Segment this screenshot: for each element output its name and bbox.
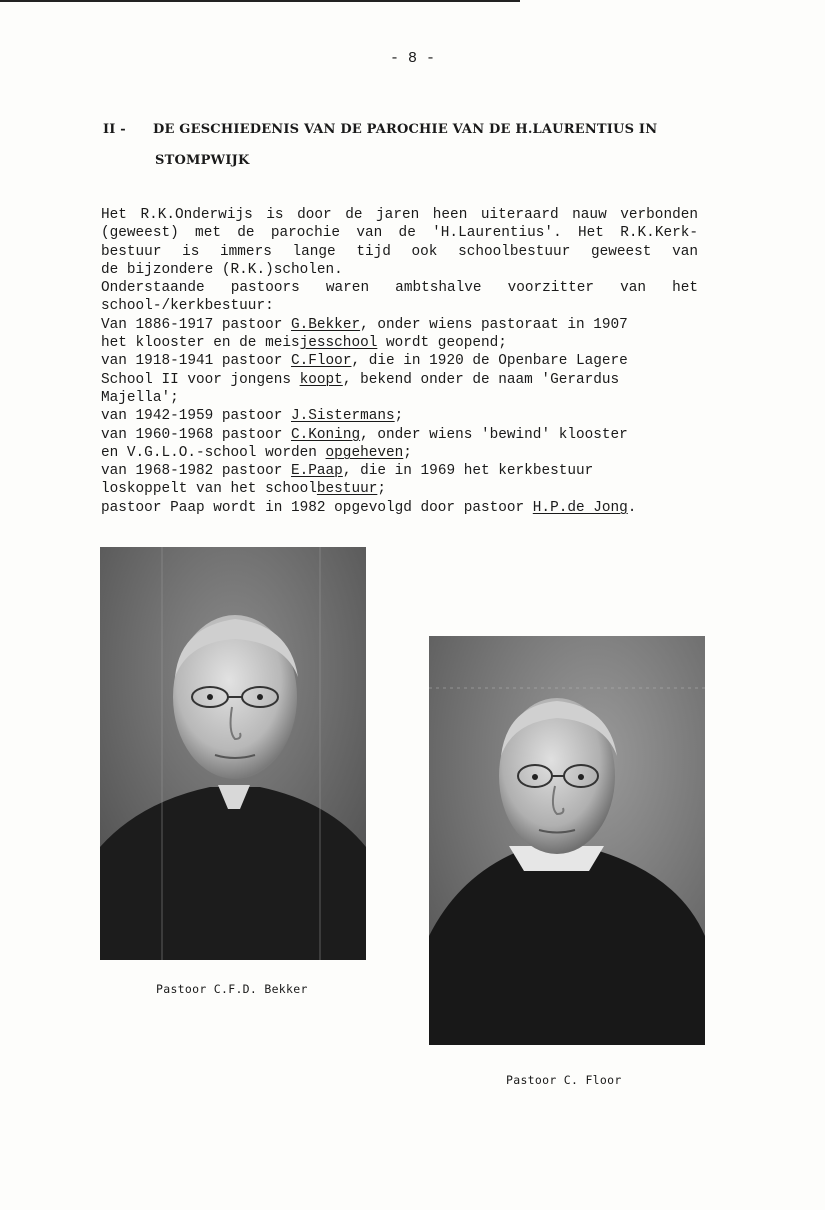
- text-line: het klooster en de meisjesschool wordt geopend;: [101, 335, 507, 352]
- pastor-name: E.Paap: [291, 463, 343, 480]
- pastor-name: G.Bekker: [291, 316, 361, 333]
- text-line: School II voor jongens koopt, bekend onder de naam 'Gerardus: [101, 371, 620, 388]
- text-line: Onderstaande pastoors waren ambtshalve voorzitter van het: [101, 280, 698, 297]
- text-line: van 1918-1941 pastoor C.Floor, die in 1920 de Openbare Lagere: [101, 353, 628, 370]
- page-number: - 8 -: [389, 50, 435, 67]
- text-line: Van 1886-1917 pastoor G.Bekker, onder wiens pastoraat in 1907: [101, 316, 628, 333]
- text-line: Het R.K.Onderwijs is door de jaren heen uiteraard nauw verbonden: [101, 207, 698, 223]
- text-line: van 1960-1968 pastoor C.Koning, onder wiens 'bewind' klooster: [101, 426, 628, 443]
- pastor-name: J.Sistermans: [291, 408, 395, 425]
- section-number: II -: [103, 122, 126, 137]
- section-title-line1: DE GESCHIEDENIS VAN DE PAROCHIE VAN DE H.LAURENTIUS IN: [153, 122, 658, 137]
- text-line: Majella';: [101, 389, 179, 406]
- text-line: van 1942-1959 pastoor J.Sistermans;: [101, 408, 404, 425]
- pastor-name: C.Koning: [291, 426, 361, 443]
- pastor-name: H.P.de Jong: [532, 499, 628, 516]
- text-line: van 1968-1982 pastoor E.Paap, die in 1969 het kerkbestuur: [101, 463, 594, 480]
- text-line: school-/kerkbestuur:: [101, 298, 274, 315]
- portrait-image: [429, 636, 705, 1045]
- text-line: loskoppelt van het schoolbestuur;: [101, 481, 386, 498]
- section-heading: [103, 122, 703, 168]
- text-line: de bijzondere (R.K.)scholen.: [101, 261, 343, 278]
- photo-caption-bekker: Pastoor C.F.D. Bekker: [156, 982, 308, 996]
- photo-caption-floor: Pastoor C. Floor: [506, 1073, 622, 1087]
- text-line: en V.G.L.O.-school worden opgeheven;: [101, 444, 412, 461]
- pastor-name: C.Floor: [291, 353, 352, 370]
- portrait-image: [100, 547, 366, 960]
- text-line: bestuur is immers lange tijd ook schoolbestuur geweest van: [101, 243, 698, 260]
- text-line: (geweest) met de parochie van de 'H.Laurentius'. Het R.K.Kerk-: [101, 225, 698, 242]
- body-paragraph: [101, 206, 698, 517]
- top-rule: [0, 0, 520, 2]
- section-title-line2: STOMPWIJK: [155, 153, 250, 168]
- portrait-photo-bekker: [100, 547, 366, 960]
- text-line: pastoor Paap wordt in 1982 opgevolgd door pastoor H.P.de Jong.: [101, 499, 637, 516]
- portrait-photo-floor: [429, 636, 705, 1045]
